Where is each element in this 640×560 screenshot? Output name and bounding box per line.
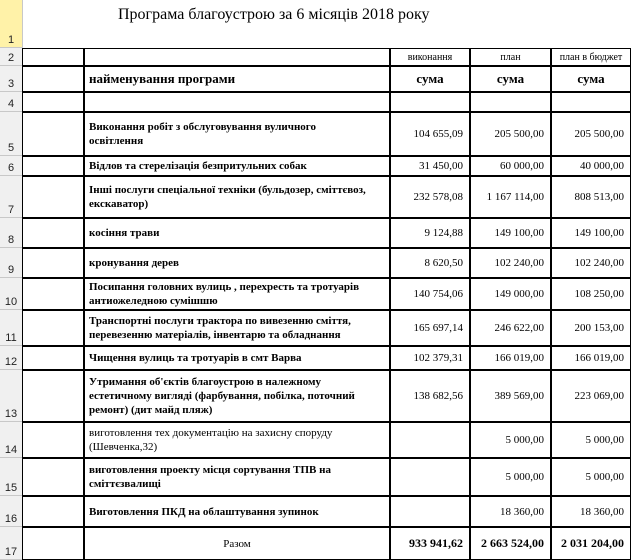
- program-name-cell[interactable]: [84, 248, 390, 278]
- row-number[interactable]: 10: [0, 278, 22, 310]
- value-plan[interactable]: 5 000,00: [470, 458, 551, 496]
- program-name-line: виготовлення проекту місця сортування ТПВ на: [89, 464, 331, 476]
- value-vykonannya[interactable]: 8 620,50: [390, 248, 470, 278]
- program-name-cell[interactable]: [84, 310, 390, 346]
- cell[interactable]: [22, 66, 84, 92]
- program-name-cell[interactable]: [84, 218, 390, 248]
- program-name-cell[interactable]: [84, 496, 390, 527]
- value-plan[interactable]: 246 622,00: [470, 310, 551, 346]
- program-name-cell[interactable]: [84, 176, 390, 218]
- table-row[interactable]: [0, 248, 640, 278]
- row-number[interactable]: 3: [0, 66, 22, 92]
- sheet-title: Програма благоустрою за 6 місяців 2018 року: [118, 6, 430, 23]
- row-number[interactable]: 15: [0, 458, 22, 496]
- header-sum[interactable]: сума: [551, 66, 631, 92]
- program-name-line: Відлов та стерелізація безпритульних собак: [89, 160, 307, 172]
- program-name-line: Утримання об'єктів благоустрою в належному: [89, 376, 321, 388]
- program-name-line: Виготовлення ПКД на облаштування зупинок: [89, 505, 319, 518]
- value-plan-budget[interactable]: 102 240,00: [551, 248, 631, 278]
- value-plan[interactable]: 166 019,00: [470, 346, 551, 370]
- total-vykonannya[interactable]: 933 941,62: [390, 527, 470, 560]
- program-name-line: сміттєзвалищі: [89, 478, 161, 490]
- table-row[interactable]: [0, 370, 640, 422]
- value-plan[interactable]: 1 167 114,00: [470, 176, 551, 218]
- row-3[interactable]: [0, 66, 640, 92]
- program-name-line: кронування дерев: [89, 257, 179, 269]
- row-number[interactable]: 17: [0, 527, 22, 560]
- table-row[interactable]: [0, 496, 640, 527]
- value-vykonannya[interactable]: 165 697,14: [390, 310, 470, 346]
- table-row[interactable]: [0, 112, 640, 156]
- header-plan[interactable]: план: [470, 48, 551, 66]
- program-name-line: Посипання головних вулиць , перехресть та тротуарів: [89, 281, 360, 293]
- row-number[interactable]: 1: [0, 0, 22, 48]
- cell[interactable]: [22, 527, 84, 560]
- value-plan-budget[interactable]: 149 100,00: [551, 218, 631, 248]
- cell[interactable]: [22, 112, 84, 156]
- cell[interactable]: [84, 48, 390, 66]
- row-number[interactable]: 14: [0, 422, 22, 458]
- value-vykonannya[interactable]: 140 754,06: [390, 278, 470, 310]
- value-plan-budget[interactable]: 18 360,00: [551, 496, 631, 527]
- program-name-cell[interactable]: [84, 112, 390, 156]
- table-row[interactable]: [0, 458, 640, 496]
- program-name-line: косіння трави: [89, 227, 160, 239]
- value-vykonannya[interactable]: [390, 422, 470, 458]
- cell[interactable]: [470, 92, 551, 112]
- row-number[interactable]: 7: [0, 176, 22, 218]
- value-plan-budget[interactable]: 5 000,00: [551, 458, 631, 496]
- table-row[interactable]: [0, 278, 640, 310]
- value-vykonannya[interactable]: 138 682,56: [390, 370, 470, 422]
- header-name-cell[interactable]: [84, 66, 390, 92]
- value-plan-budget[interactable]: 205 500,00: [551, 112, 631, 156]
- table-row[interactable]: [0, 310, 640, 346]
- cell[interactable]: [22, 248, 84, 278]
- program-name-line: естетичному вигляді (фарбування, побілка, поточний: [89, 390, 355, 402]
- value-vykonannya[interactable]: 102 379,31: [390, 346, 470, 370]
- header-name-label: найменування програми: [89, 71, 236, 86]
- row-number[interactable]: 5: [0, 112, 22, 156]
- cell[interactable]: [22, 458, 84, 496]
- row-number[interactable]: 13: [0, 370, 22, 422]
- row-1[interactable]: [0, 0, 640, 48]
- value-plan-budget[interactable]: 5 000,00: [551, 422, 631, 458]
- cell[interactable]: [22, 176, 84, 218]
- total-plan-budget[interactable]: 2 031 204,00: [551, 527, 631, 560]
- program-name-line: перевезенню матеріалів, інвентарю та обладнання: [89, 329, 341, 341]
- program-name-line: Транспортні послуги трактора по вивезенню сміття,: [89, 315, 351, 327]
- value-plan[interactable]: 149 100,00: [470, 218, 551, 248]
- program-name-line: Інші послуги спеціальної техніки (бульдозер, сміттєвоз,: [89, 184, 366, 196]
- row-number[interactable]: 8: [0, 218, 22, 248]
- value-vykonannya[interactable]: [390, 458, 470, 496]
- value-plan-budget[interactable]: 808 513,00: [551, 176, 631, 218]
- program-name-line: (Шевченка,32): [89, 441, 158, 453]
- cell[interactable]: [22, 92, 84, 112]
- cell[interactable]: [22, 278, 84, 310]
- header-sum[interactable]: сума: [390, 66, 470, 92]
- table-row[interactable]: [0, 156, 640, 176]
- value-vykonannya[interactable]: 9 124,88: [390, 218, 470, 248]
- value-plan[interactable]: 5 000,00: [470, 422, 551, 458]
- header-vykonannya[interactable]: виконання: [390, 48, 470, 66]
- value-plan-budget[interactable]: 166 019,00: [551, 346, 631, 370]
- row-number[interactable]: 6: [0, 156, 22, 176]
- program-name-cell[interactable]: [84, 278, 390, 310]
- cell[interactable]: [22, 156, 84, 176]
- row-2[interactable]: [0, 48, 640, 66]
- program-name-line: ремонт) (дит майд пляж): [89, 404, 213, 416]
- cell[interactable]: [22, 310, 84, 346]
- program-name-cell[interactable]: [84, 370, 390, 422]
- value-vykonannya[interactable]: 104 655,09: [390, 112, 470, 156]
- cell[interactable]: [22, 496, 84, 527]
- row-number[interactable]: 4: [0, 92, 22, 112]
- value-plan[interactable]: 149 000,00: [470, 278, 551, 310]
- program-name-cell[interactable]: [84, 346, 390, 370]
- program-name-line: екскаватор): [89, 198, 149, 210]
- cell[interactable]: [22, 370, 84, 422]
- cell[interactable]: [22, 218, 84, 248]
- cell[interactable]: [390, 92, 470, 112]
- row-number[interactable]: 2: [0, 48, 22, 66]
- cell[interactable]: [22, 422, 84, 458]
- header-plan-budget[interactable]: план в бюджет: [551, 48, 631, 66]
- program-name-cell[interactable]: [84, 422, 390, 458]
- cell[interactable]: [84, 92, 390, 112]
- row-4[interactable]: [0, 92, 640, 112]
- row-number[interactable]: 11: [0, 310, 22, 346]
- value-plan[interactable]: 18 360,00: [470, 496, 551, 527]
- value-plan[interactable]: 60 000,00: [470, 156, 551, 176]
- total-label[interactable]: Разом: [84, 527, 390, 560]
- value-plan[interactable]: 102 240,00: [470, 248, 551, 278]
- value-plan[interactable]: 389 569,00: [470, 370, 551, 422]
- header-sum[interactable]: сума: [470, 66, 551, 92]
- program-name-cell[interactable]: [84, 156, 390, 176]
- program-name-line: виготовлення тех документацію на захисну споруду: [89, 427, 333, 439]
- row-number[interactable]: 12: [0, 346, 22, 370]
- value-plan-budget[interactable]: 40 000,00: [551, 156, 631, 176]
- value-plan-budget[interactable]: 108 250,00: [551, 278, 631, 310]
- program-name-line: Виконання робіт з обслуговування вуличного: [89, 121, 317, 133]
- program-name-line: антиожеледною сумішшю: [89, 295, 218, 307]
- program-name-line: Чищення вулиць та тротуарів в смт Варва: [89, 352, 302, 364]
- cell[interactable]: [22, 346, 84, 370]
- cell[interactable]: [551, 92, 631, 112]
- program-name-line: освітлення: [89, 135, 144, 147]
- row-number[interactable]: 16: [0, 496, 22, 527]
- table-row[interactable]: [0, 218, 640, 248]
- value-plan-budget[interactable]: 200 153,00: [551, 310, 631, 346]
- value-vykonannya[interactable]: 31 450,00: [390, 156, 470, 176]
- row-number[interactable]: 9: [0, 248, 22, 278]
- value-plan-budget[interactable]: 223 069,00: [551, 370, 631, 422]
- total-plan[interactable]: 2 663 524,00: [470, 527, 551, 560]
- cell[interactable]: [22, 48, 84, 66]
- table-row[interactable]: [0, 176, 640, 218]
- program-name-cell[interactable]: [84, 458, 390, 496]
- table-row[interactable]: [0, 422, 640, 458]
- value-plan[interactable]: 205 500,00: [470, 112, 551, 156]
- value-vykonannya[interactable]: [390, 496, 470, 527]
- table-row[interactable]: [0, 346, 640, 370]
- row-17-total[interactable]: [0, 527, 640, 560]
- value-vykonannya[interactable]: 232 578,08: [390, 176, 470, 218]
